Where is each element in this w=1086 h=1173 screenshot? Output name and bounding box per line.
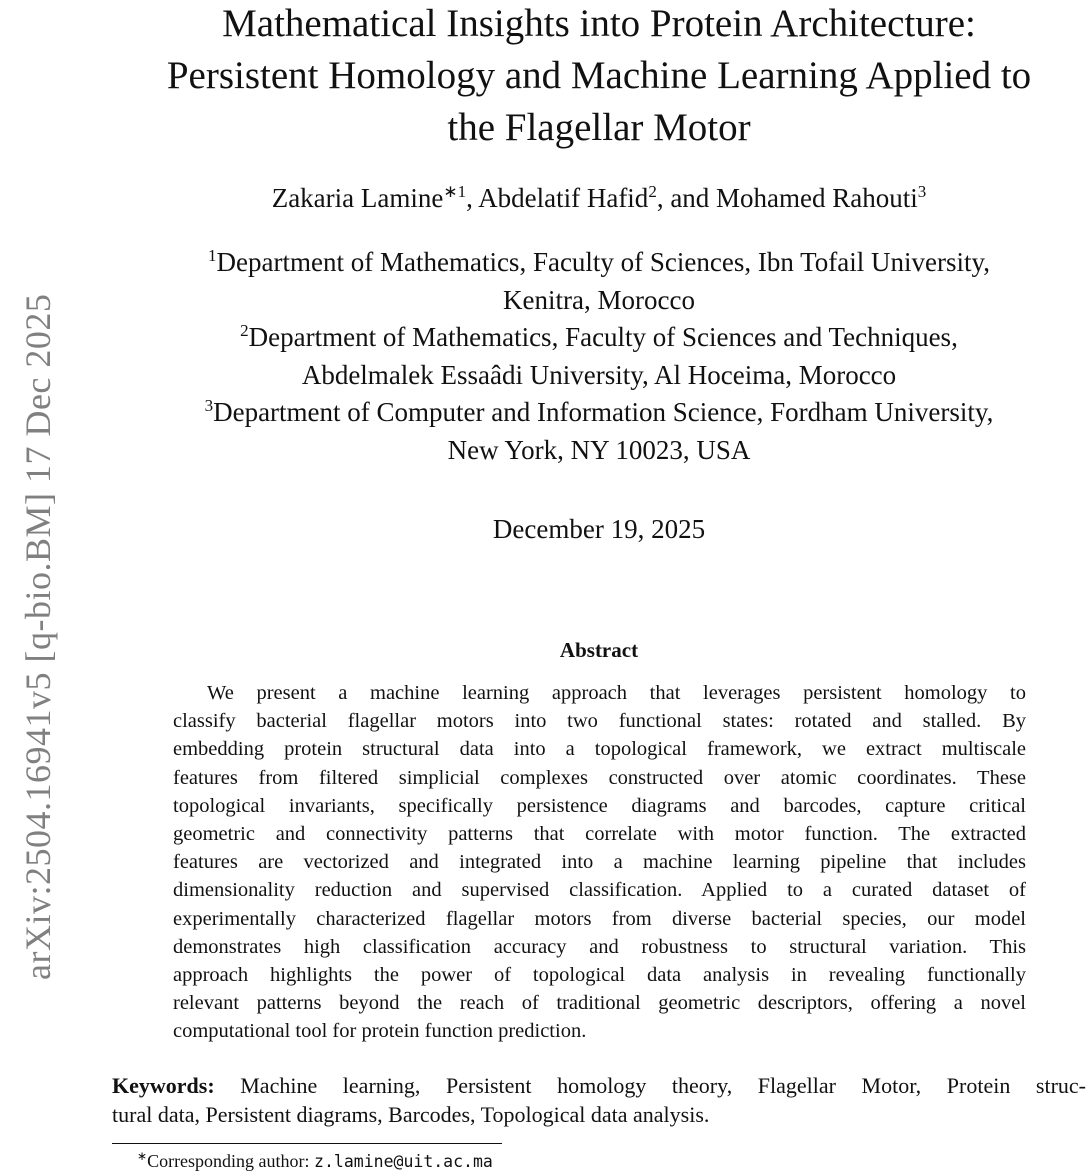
abstract-heading: Abstract xyxy=(559,638,639,662)
author-name: Zakaria Lamine xyxy=(271,183,444,213)
keywords-section xyxy=(112,1071,1086,1129)
abstract-line: computational tool for protein function prediction. xyxy=(173,1020,587,1043)
abstract-line: dimensionality reduction and supervised classification. Applied to a curated dataset of xyxy=(173,879,1026,902)
title-line: Persistent Homology and Machine Learning Applied to xyxy=(166,54,1032,97)
publication-date: December 19, 2025 xyxy=(492,514,706,544)
affiliation-line xyxy=(112,394,1086,432)
corresponding-email-link[interactable]: z.lamine@uit.ac.ma xyxy=(314,1152,493,1171)
paper-title xyxy=(112,0,1086,154)
abstract-line: features are vectorized and integrated into a machine learning pipeline that includes xyxy=(173,851,1026,874)
author-list xyxy=(112,182,1086,214)
affiliation-list xyxy=(112,244,1086,469)
affiliation-line xyxy=(112,244,1086,282)
footnote-divider xyxy=(112,1143,502,1144)
abstract-body xyxy=(173,679,1026,1045)
affiliation-line: Abdelmalek Essaâdi University, Al Hoceima, Morocco xyxy=(301,359,897,390)
abstract-line: demonstrates high classification accuracy and robustness to structural variation. This xyxy=(173,935,1026,958)
arxiv-identifier-stamp: arXiv:2504.16941v5 [q-bio.BM] 17 Dec 2025 xyxy=(18,293,58,980)
footnote-mark: ∗ xyxy=(137,1149,148,1163)
author-separator: , xyxy=(466,183,479,213)
affiliation-text: Department of Computer and Information Science, Fordham University, xyxy=(213,397,994,427)
affiliation-text: Department of Mathematics, Faculty of Sciences, Ibn Tofail University, xyxy=(216,247,990,277)
author-mark: 2 xyxy=(648,182,657,201)
title-line: the Flagellar Motor xyxy=(447,106,751,149)
abstract-line: features from filtered simplicial complexes constructed over atomic coordinates. These xyxy=(173,766,1026,789)
affiliation-line: Kenitra, Morocco xyxy=(503,284,695,315)
affiliation-text: Department of Mathematics, Faculty of Sciences and Techniques, xyxy=(248,322,958,352)
affiliation-line: New York, NY 10023, USA xyxy=(447,434,751,465)
footnote-text: Corresponding author: xyxy=(147,1151,315,1171)
author-separator: , and xyxy=(656,183,717,213)
abstract-line: topological invariants, specifically persistence diagrams and barcodes, capture critical xyxy=(173,794,1026,817)
affiliation-mark: 2 xyxy=(240,321,249,340)
abstract-line: geometric and connectivity patterns that correlate with motor function. The extracted xyxy=(173,822,1026,845)
abstract-line: relevant patterns beyond the reach of traditional geometric descriptors, offering a novel xyxy=(173,992,1026,1015)
abstract-line: embedding protein structural data into a topological framework, we extract multiscale xyxy=(173,738,1026,761)
keywords-text: Machine learning, Persistent homology theory, Flagellar Motor, Protein struc- xyxy=(240,1073,1086,1098)
keywords-line xyxy=(112,1071,1086,1100)
author-name: Mohamed Rahouti xyxy=(716,183,918,213)
keywords-line: tural data, Persistent diagrams, Barcodes, Topological data analysis. xyxy=(112,1102,710,1127)
affiliation-mark: 1 xyxy=(208,246,217,265)
author-mark: ∗1 xyxy=(443,182,467,201)
author-mark: 3 xyxy=(917,182,927,201)
abstract-line: approach highlights the power of topological data analysis in revealing functionally xyxy=(173,963,1026,986)
abstract-line: experimentally characterized flagellar motors from diverse bacterial species, our model xyxy=(173,907,1026,930)
affiliation-line xyxy=(112,319,1086,357)
author-name: Abdelatif Hafid xyxy=(478,183,649,213)
keywords-label: Keywords: xyxy=(112,1073,215,1098)
abstract-line: classify bacterial flagellar motors into two functional states: rotated and stalled. By xyxy=(173,710,1026,733)
footnote xyxy=(137,1150,493,1173)
affiliation-mark: 3 xyxy=(204,396,214,415)
abstract-line: We present a machine learning approach that leverages persistent homology to xyxy=(207,682,1026,704)
title-line: Mathematical Insights into Protein Architecture: xyxy=(222,2,976,45)
